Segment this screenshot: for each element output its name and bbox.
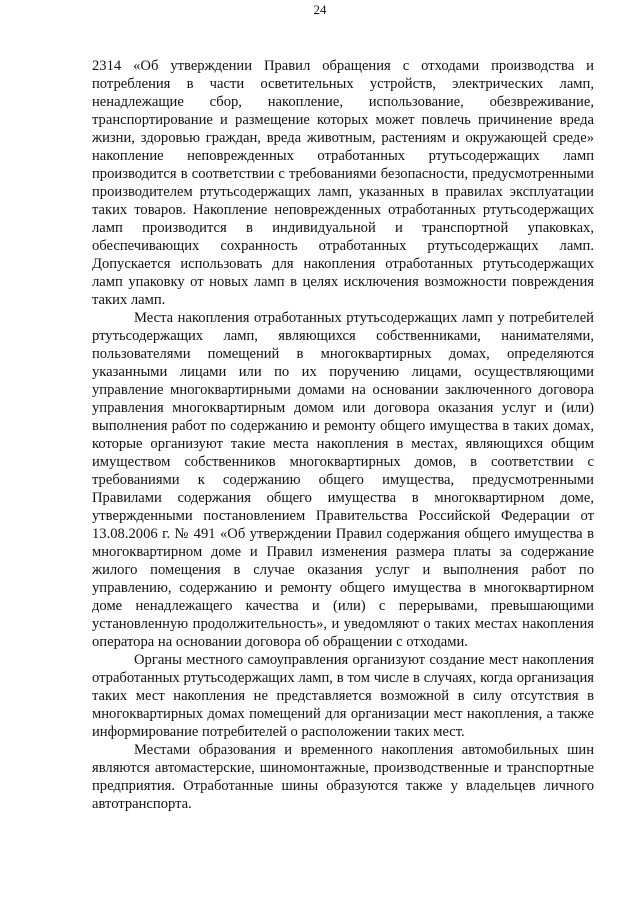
page-number: 24 [313, 2, 327, 17]
paragraph-2: Места накопления отработанных ртутьсодержащих ламп у потребителей ртутьсодержащих ламп, являющихся собственниками, нанимателями, пользователями помещений в многоквартирных домах, определяются указанными лицами или по их поручению лицами, осуществляющими управление многоквартирными домами на основании заключенного договора управления многоквартирным домом или договора оказания услуг и (или) выполнения работ по содержанию и ремонту общего имущества в таких домах, которые организуют такие места накопления в местах, являющихся общим имуществом собственников многоквартирных домов, в соответствии с требованиями к содержанию общего имущества, предусмотренными Правилами содержания общего имущества в многоквартирном доме, утвержденными постановлением Правительства Российской Федерации от 13.08.2006 г. № 491 «Об утверждении Правил содержания общего имущества в многоквартирном доме и Правил изменения размера платы за содержание жилого помещения в случае оказания услуг и выполнения работ по управлению, содержанию и ремонту общего имущества в многоквартирном доме ненадлежащего качества и (или) с перерывами, превышающими установленную продолжительность», и уведомляют о таких местах накопления оператора на основании договора об обращении с отходами. [92, 310, 594, 650]
paragraph-1-continuation: 2314 «Об утверждении Правил обращения с отходами производства и потребления в части осветительных устройств, электрических ламп, ненадлежащие сбор, накопление, использование, обезвреживание, транспортирование и размещение которых может повлечь причинение вреда жизни, здоровью граждан, вреда животным, растениям и окружающей среде» накопление неповрежденных отработанных ртутьсодержащих ламп производится в соответствии с требованиями безопасности, предусмотренными производителем ртутьсодержащих ламп, указанных в правилах эксплуатации таких товаров. Накопление неповрежденных отработанных ртутьсодержащих ламп производится в индивидуальной и транспортной упаковках, обеспечивающих сохранность отработанных ртутьсодержащих ламп. Допускается использовать для накопления отработанных ртутьсодержащих ламп упаковку от новых ламп в целях исключения возможности повреждения таких ламп. [92, 58, 594, 308]
paragraph-4: Местами образования и временного накопления автомобильных шин являются автомастерские, шиномонтажные, производственные и транспортные предприятия. Отработанные шины образуются также у владельцев личного автотранспорта. [92, 742, 594, 812]
paragraph-3: Органы местного самоуправления организуют создание мест накопления отработанных ртутьсодержащих ламп, в том числе в случаях, когда организация таких мест накопления не представляется возможной в силу отсутствия в многоквартирных домах помещений для организации мест накопления, а также информирование потребителей о расположении таких мест. [92, 652, 594, 740]
body-text [92, 57, 594, 813]
